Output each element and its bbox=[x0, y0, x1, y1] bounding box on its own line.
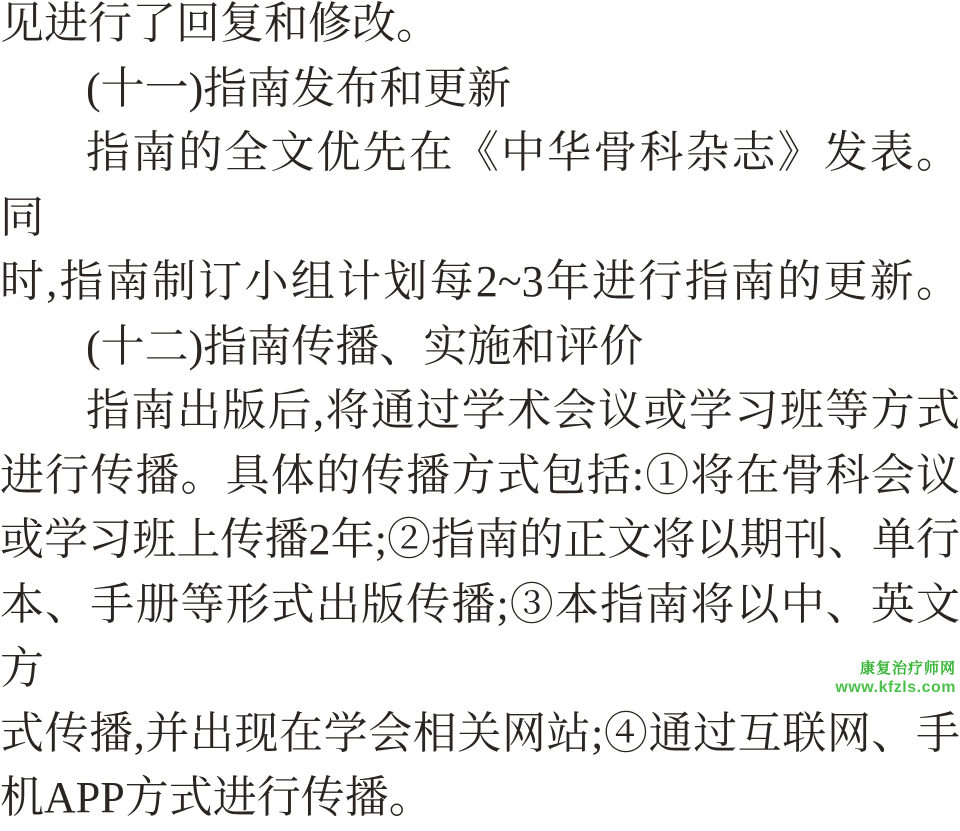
text-line: 时,指南制订小组计划每2~3年进行指南的更新。 bbox=[0, 257, 960, 306]
text-line: 指南出版后,将通过学术会议或学习班等方式 bbox=[86, 386, 960, 435]
section-heading: (十二)指南传播、实施和评价 bbox=[86, 321, 644, 371]
text-line: 本、手册等形式出版传播;③本指南将以中、英文方 bbox=[0, 579, 960, 693]
text-line: 或学习班上传播2年;②指南的正文将以期刊、单行 bbox=[0, 515, 960, 564]
text-line: 见进行了回复和修改。 bbox=[0, 0, 440, 48]
section-heading: (十一)指南发布和更新 bbox=[86, 63, 512, 113]
watermark-site-url: www.kfzls.com bbox=[835, 678, 956, 696]
watermark-site-name: 康复治疗师网 bbox=[859, 659, 956, 677]
text-line: 指南的全文优先在《中华骨科杂志》发表。同 bbox=[0, 128, 960, 242]
text-line: 式传播,并出现在学会相关网站;④通过互联网、手 bbox=[0, 708, 960, 758]
text-line: 机APP方式进行传播。 bbox=[0, 773, 433, 822]
watermark bbox=[835, 660, 956, 697]
text-line: 进行传播。具体的传播方式包括:①将在骨科会议 bbox=[0, 450, 960, 500]
